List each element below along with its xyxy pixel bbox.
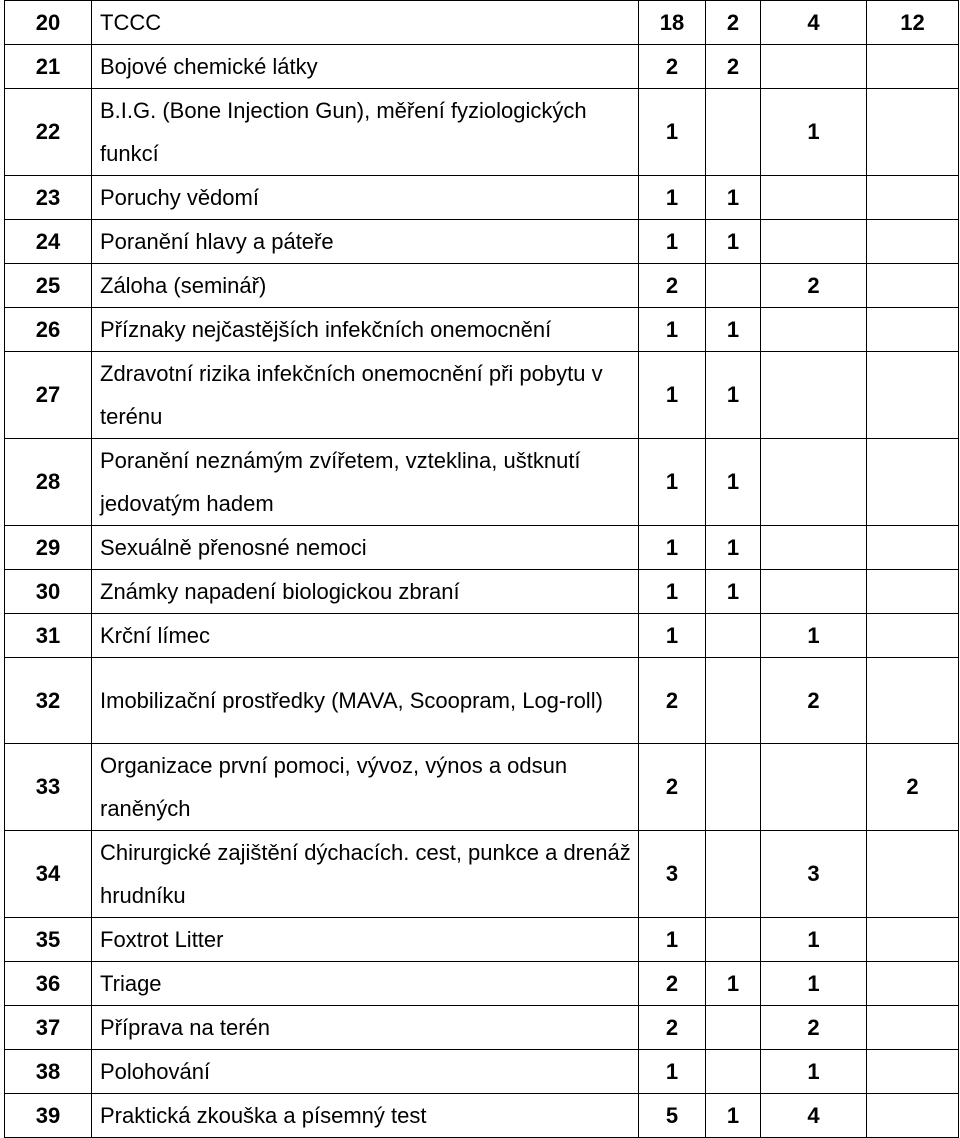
table-row <box>5 614 959 658</box>
topic-cell: Triage <box>92 962 639 1006</box>
hours-total-cell: 1 <box>639 918 706 962</box>
hours-col3-cell: 1 <box>761 614 867 658</box>
row-number-cell: 36 <box>5 962 92 1006</box>
row-number-cell: 34 <box>5 831 92 918</box>
topic-cell: Poranění hlavy a páteře <box>92 220 639 264</box>
hours-total-cell: 1 <box>639 526 706 570</box>
hours-col4-cell <box>867 1006 959 1050</box>
hours-col3-cell: 2 <box>761 264 867 308</box>
topic-cell: Známky napadení biologickou zbraní <box>92 570 639 614</box>
hours-total-cell: 2 <box>639 45 706 89</box>
hours-col2-cell <box>706 1006 761 1050</box>
hours-col4-cell <box>867 439 959 526</box>
row-number-cell: 25 <box>5 264 92 308</box>
topic-cell: Polohování <box>92 1050 639 1094</box>
topic-cell: Praktická zkouška a písemný test <box>92 1094 639 1138</box>
hours-col4-cell <box>867 45 959 89</box>
table-row <box>5 570 959 614</box>
hours-total-cell: 2 <box>639 962 706 1006</box>
hours-col2-cell <box>706 831 761 918</box>
hours-col3-cell: 2 <box>761 658 867 744</box>
hours-col2-cell: 1 <box>706 439 761 526</box>
topic-cell: Zdravotní rizika infekčních onemocnění při pobytu v terénu <box>92 352 639 439</box>
hours-col2-cell <box>706 1050 761 1094</box>
hours-total-cell: 1 <box>639 89 706 176</box>
row-number-cell: 35 <box>5 918 92 962</box>
row-number-cell: 20 <box>5 1 92 45</box>
row-number-cell: 32 <box>5 658 92 744</box>
hours-col2-cell <box>706 744 761 831</box>
table-body <box>5 1 959 1138</box>
hours-total-cell: 2 <box>639 1006 706 1050</box>
curriculum-table <box>4 0 959 1138</box>
table-row <box>5 744 959 831</box>
row-number-cell: 33 <box>5 744 92 831</box>
table-row <box>5 831 959 918</box>
hours-total-cell: 1 <box>639 1050 706 1094</box>
hours-col3-cell <box>761 570 867 614</box>
hours-col2-cell <box>706 614 761 658</box>
hours-col2-cell: 1 <box>706 570 761 614</box>
hours-col4-cell <box>867 264 959 308</box>
row-number-cell: 38 <box>5 1050 92 1094</box>
hours-col3-cell: 3 <box>761 831 867 918</box>
hours-col3-cell <box>761 45 867 89</box>
table-row <box>5 308 959 352</box>
hours-col2-cell <box>706 89 761 176</box>
hours-col2-cell: 1 <box>706 220 761 264</box>
hours-col3-cell: 2 <box>761 1006 867 1050</box>
hours-col4-cell: 12 <box>867 1 959 45</box>
topic-cell: Příprava na terén <box>92 1006 639 1050</box>
table-row <box>5 352 959 439</box>
hours-col2-cell <box>706 918 761 962</box>
hours-col4-cell <box>867 176 959 220</box>
hours-total-cell: 3 <box>639 831 706 918</box>
hours-col3-cell <box>761 526 867 570</box>
topic-cell: Záloha (seminář) <box>92 264 639 308</box>
row-number-cell: 22 <box>5 89 92 176</box>
hours-col3-cell <box>761 439 867 526</box>
topic-cell: TCCC <box>92 1 639 45</box>
hours-col2-cell: 1 <box>706 176 761 220</box>
topic-cell: Bojové chemické látky <box>92 45 639 89</box>
hours-col3-cell <box>761 176 867 220</box>
hours-col2-cell: 1 <box>706 1094 761 1138</box>
hours-col4-cell <box>867 308 959 352</box>
topic-cell: Imobilizační prostředky (MAVA, Scoopram, Log-roll) <box>92 658 639 744</box>
row-number-cell: 39 <box>5 1094 92 1138</box>
hours-col4-cell <box>867 89 959 176</box>
hours-col3-cell: 4 <box>761 1 867 45</box>
table-row <box>5 220 959 264</box>
table-row <box>5 526 959 570</box>
topic-cell: B.I.G. (Bone Injection Gun), měření fyziologických funkcí <box>92 89 639 176</box>
hours-col4-cell <box>867 831 959 918</box>
row-number-cell: 24 <box>5 220 92 264</box>
hours-col3-cell: 1 <box>761 1050 867 1094</box>
hours-col3-cell <box>761 308 867 352</box>
hours-col2-cell: 2 <box>706 45 761 89</box>
hours-col4-cell <box>867 918 959 962</box>
hours-total-cell: 2 <box>639 658 706 744</box>
hours-col4-cell <box>867 962 959 1006</box>
hours-total-cell: 1 <box>639 439 706 526</box>
table-row <box>5 1 959 45</box>
table-row <box>5 439 959 526</box>
row-number-cell: 27 <box>5 352 92 439</box>
topic-cell: Chirurgické zajištění dýchacích. cest, punkce a drenáž hrudníku <box>92 831 639 918</box>
hours-col4-cell <box>867 352 959 439</box>
hours-col3-cell <box>761 744 867 831</box>
hours-col2-cell <box>706 658 761 744</box>
hours-col2-cell: 1 <box>706 526 761 570</box>
hours-col2-cell: 1 <box>706 962 761 1006</box>
hours-col4-cell <box>867 1094 959 1138</box>
table-row <box>5 918 959 962</box>
topic-cell: Příznaky nejčastějších infekčních onemocnění <box>92 308 639 352</box>
hours-total-cell: 1 <box>639 352 706 439</box>
hours-col4-cell <box>867 658 959 744</box>
row-number-cell: 30 <box>5 570 92 614</box>
row-number-cell: 28 <box>5 439 92 526</box>
row-number-cell: 37 <box>5 1006 92 1050</box>
hours-col3-cell: 4 <box>761 1094 867 1138</box>
table-row <box>5 89 959 176</box>
hours-total-cell: 1 <box>639 570 706 614</box>
hours-total-cell: 1 <box>639 220 706 264</box>
hours-col2-cell: 1 <box>706 352 761 439</box>
table-row <box>5 264 959 308</box>
hours-total-cell: 1 <box>639 614 706 658</box>
hours-col2-cell: 2 <box>706 1 761 45</box>
topic-cell: Sexuálně přenosné nemoci <box>92 526 639 570</box>
hours-col4-cell <box>867 614 959 658</box>
hours-total-cell: 2 <box>639 744 706 831</box>
table-row <box>5 1006 959 1050</box>
table-row <box>5 1050 959 1094</box>
hours-col4-cell <box>867 526 959 570</box>
hours-col2-cell: 1 <box>706 308 761 352</box>
hours-col3-cell <box>761 220 867 264</box>
table-row <box>5 962 959 1006</box>
row-number-cell: 29 <box>5 526 92 570</box>
row-number-cell: 26 <box>5 308 92 352</box>
topic-cell: Poruchy vědomí <box>92 176 639 220</box>
row-number-cell: 23 <box>5 176 92 220</box>
hours-col4-cell <box>867 220 959 264</box>
hours-col3-cell <box>761 352 867 439</box>
table-row <box>5 658 959 744</box>
row-number-cell: 21 <box>5 45 92 89</box>
hours-col2-cell <box>706 264 761 308</box>
topic-cell: Foxtrot Litter <box>92 918 639 962</box>
topic-cell: Krční límec <box>92 614 639 658</box>
table-row <box>5 45 959 89</box>
hours-col4-cell <box>867 1050 959 1094</box>
hours-total-cell: 5 <box>639 1094 706 1138</box>
hours-col4-cell: 2 <box>867 744 959 831</box>
hours-col3-cell: 1 <box>761 918 867 962</box>
hours-col3-cell: 1 <box>761 89 867 176</box>
hours-col3-cell: 1 <box>761 962 867 1006</box>
table-row <box>5 176 959 220</box>
hours-col4-cell <box>867 570 959 614</box>
table-row <box>5 1094 959 1138</box>
hours-total-cell: 18 <box>639 1 706 45</box>
hours-total-cell: 1 <box>639 176 706 220</box>
topic-cell: Poranění neznámým zvířetem, vzteklina, uštknutí jedovatým hadem <box>92 439 639 526</box>
topic-cell: Organizace první pomoci, vývoz, výnos a odsun raněných <box>92 744 639 831</box>
hours-total-cell: 1 <box>639 308 706 352</box>
hours-total-cell: 2 <box>639 264 706 308</box>
row-number-cell: 31 <box>5 614 92 658</box>
